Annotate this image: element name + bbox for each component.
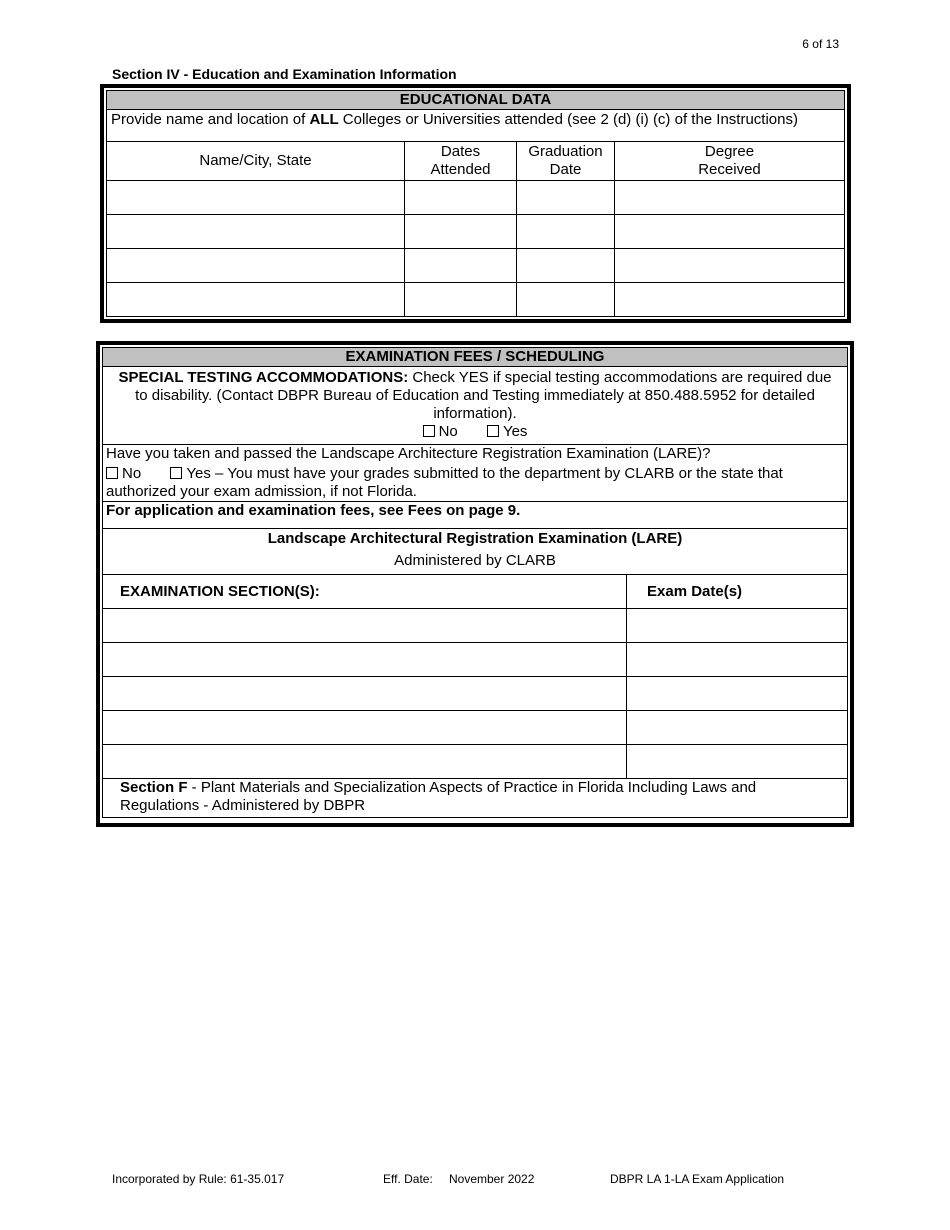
exam-fees-header: EXAMINATION FEES / SCHEDULING xyxy=(103,348,848,367)
col-name-city-state: Name/City, State xyxy=(107,142,405,181)
lare-question-cell xyxy=(103,445,848,502)
edu-dates-cell[interactable] xyxy=(405,215,517,249)
education-instruction: Provide name and location of ALL Colleges or Universities attended (see 2 (d) (i) (c) of the Instructions) xyxy=(107,110,845,142)
lare-yes-checkbox[interactable] xyxy=(170,467,182,479)
exam-section-cell[interactable] xyxy=(103,643,627,677)
exam-date-cell[interactable] xyxy=(627,745,848,779)
section-f-text: - Plant Materials and Specialization Aspects of Practice in Florida Including Laws and Regulations - Administered by DBPR xyxy=(120,779,757,814)
col-examination-sections: EXAMINATION SECTION(S): xyxy=(103,575,627,609)
exam-row xyxy=(103,745,848,779)
exam-fees-box xyxy=(96,341,854,827)
exam-date-cell[interactable] xyxy=(627,609,848,643)
exam-date-cell[interactable] xyxy=(627,677,848,711)
lare-yes-text: Yes – You must have your grades submitted to the department by CLARB or the state that authorized your exam admission, if not Florida. xyxy=(106,465,783,500)
exam-row xyxy=(103,643,848,677)
education-row xyxy=(107,215,845,249)
exam-section-cell[interactable] xyxy=(103,745,627,779)
exam-fees-table xyxy=(102,347,848,818)
special-testing-no-label: No xyxy=(438,423,458,440)
lare-no-checkbox[interactable] xyxy=(106,467,118,479)
special-testing-cell xyxy=(103,367,848,445)
exam-section-cell[interactable] xyxy=(103,711,627,745)
edu-name-cell[interactable] xyxy=(107,283,405,317)
footer-eff-date: November 2022 xyxy=(449,1172,535,1186)
education-row xyxy=(107,181,845,215)
page-number: 6 of 13 xyxy=(802,37,839,51)
edu-name-cell[interactable] xyxy=(107,181,405,215)
col-graduation-date: Graduation Date xyxy=(517,142,615,181)
edu-degree-cell[interactable] xyxy=(615,249,845,283)
edu-degree-cell[interactable] xyxy=(615,181,845,215)
footer-form-name: DBPR LA 1-LA Exam Application xyxy=(610,1172,785,1186)
edu-dates-cell[interactable] xyxy=(405,249,517,283)
educational-data-box xyxy=(100,84,851,323)
exam-section-cell[interactable] xyxy=(103,609,627,643)
footer-eff-label: Eff. Date: xyxy=(383,1172,433,1186)
special-testing-no-checkbox[interactable] xyxy=(423,425,435,437)
col-degree-received: Degree Received xyxy=(615,142,845,181)
special-testing-text: Check YES if special testing accommodations are required due to disability. (Contact DBPR Bureau of Education and Testing immediately at 850.488.5952 for detailed information). xyxy=(135,369,832,422)
edu-grad-cell[interactable] xyxy=(517,283,615,317)
section-f-label: Section F xyxy=(120,779,188,796)
edu-dates-cell[interactable] xyxy=(405,283,517,317)
edu-grad-cell[interactable] xyxy=(517,249,615,283)
section-title: Section IV - Education and Examination Information xyxy=(112,66,457,82)
educational-data-table xyxy=(106,90,845,317)
edu-name-cell[interactable] xyxy=(107,249,405,283)
exam-section-cell[interactable] xyxy=(103,677,627,711)
edu-degree-cell[interactable] xyxy=(615,283,845,317)
col-exam-dates: Exam Date(s) xyxy=(627,575,848,609)
lare-question: Have you taken and passed the Landscape Architecture Registration Examination (LARE)? xyxy=(106,445,711,462)
edu-dates-cell[interactable] xyxy=(405,181,517,215)
special-testing-yes-label: Yes xyxy=(502,423,528,440)
exam-row xyxy=(103,677,848,711)
fees-note: For application and examination fees, see Fees on page 9. xyxy=(103,502,848,529)
exam-date-cell[interactable] xyxy=(627,711,848,745)
edu-degree-cell[interactable] xyxy=(615,215,845,249)
edu-grad-cell[interactable] xyxy=(517,181,615,215)
educational-data-header: EDUCATIONAL DATA xyxy=(107,91,845,110)
lare-title: Landscape Architectural Registration Examination (LARE) xyxy=(267,530,683,547)
exam-date-cell[interactable] xyxy=(627,643,848,677)
special-testing-label: SPECIAL TESTING ACCOMMODATIONS: xyxy=(118,369,409,386)
footer-rule: Incorporated by Rule: 61-35.017 xyxy=(112,1172,285,1186)
col-dates-attended: Dates Attended xyxy=(405,142,517,181)
education-row xyxy=(107,283,845,317)
exam-row xyxy=(103,711,848,745)
education-row xyxy=(107,249,845,283)
lare-no-label: No xyxy=(122,465,142,482)
administered-by: Administered by CLARB xyxy=(394,552,556,569)
exam-row xyxy=(103,609,848,643)
edu-grad-cell[interactable] xyxy=(517,215,615,249)
edu-name-cell[interactable] xyxy=(107,215,405,249)
section-f-cell xyxy=(103,779,848,818)
lare-title-cell xyxy=(103,529,848,575)
special-testing-yes-checkbox[interactable] xyxy=(487,425,499,437)
